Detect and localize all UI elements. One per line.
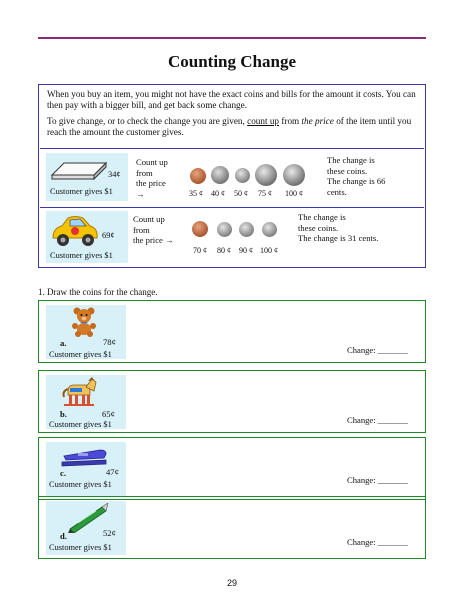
toy-horse-icon	[60, 377, 100, 411]
change-answer-field[interactable]: Change: _______	[347, 345, 408, 355]
example-1-price: 34¢	[108, 170, 121, 179]
coin-label: 75 ¢	[258, 189, 272, 198]
intro-text: To give change, or to check the change you are given,	[47, 116, 248, 126]
coin-label: 50 ¢	[234, 189, 248, 198]
example-1	[40, 148, 424, 208]
page-number: 29	[226, 578, 237, 588]
problem-customer: Customer gives $1	[49, 420, 112, 429]
problem-label: a.	[60, 338, 67, 348]
intro-paragraph-1: When you buy an item, you might not have the exact coins and bills for the amount it costs. You can then pay with a bigger bill, and get back some change.	[47, 89, 416, 111]
coin-label: 70 ¢	[193, 246, 207, 255]
problem-customer: Customer gives $1	[49, 480, 112, 489]
change-answer-field[interactable]: Change: _______	[347, 475, 408, 485]
toy-car-icon	[50, 214, 100, 248]
dime-icon	[262, 222, 277, 237]
problem-d	[38, 496, 426, 559]
problem-price: 47¢	[106, 467, 119, 477]
example-2-price: 69¢	[102, 231, 115, 240]
dime-icon	[217, 222, 232, 237]
change-answer-field[interactable]: Change: _______	[347, 415, 408, 425]
quarter-icon	[255, 164, 277, 186]
example-1-customer: Customer gives $1	[50, 187, 113, 196]
coin-label: 100 ¢	[260, 246, 278, 255]
nickel-icon	[211, 166, 229, 184]
price-emphasis: the price	[301, 116, 334, 126]
penny-icon	[190, 168, 206, 184]
example-2-customer: Customer gives $1	[50, 251, 113, 260]
question-1: 1. Draw the coins for the change.	[38, 287, 158, 297]
problem-c	[38, 437, 426, 500]
coin-label: 90 ¢	[239, 246, 253, 255]
example-1-image-box	[46, 153, 128, 201]
problem-a	[38, 300, 426, 363]
count-up-emphasis: count up	[247, 116, 280, 126]
problem-customer: Customer gives $1	[49, 350, 112, 359]
example-2	[40, 207, 424, 268]
coin-label: 100 ¢	[285, 189, 303, 198]
page-title: Counting Change	[167, 52, 296, 71]
top-divider	[38, 37, 426, 39]
intro-text: from	[279, 116, 302, 126]
penny-icon	[192, 221, 208, 237]
intro-box	[38, 84, 426, 268]
coin-label: 35 ¢	[189, 189, 203, 198]
problem-label: b.	[60, 409, 67, 419]
stapler-icon	[60, 446, 110, 468]
example-2-image-box	[46, 211, 128, 263]
problem-price: 65¢	[102, 409, 115, 419]
eraser-icon	[50, 159, 108, 181]
problem-b	[38, 370, 426, 433]
teddy-bear-icon	[68, 307, 100, 337]
intro-paragraph-2	[47, 116, 419, 139]
example-1-change-text: The change is these coins. The change is 66 cents.	[327, 155, 386, 197]
dime-icon	[239, 222, 254, 237]
change-answer-field[interactable]: Change: _______	[347, 537, 408, 547]
coin-label: 80 ¢	[217, 246, 231, 255]
problem-price: 52¢	[103, 528, 116, 538]
coin-label: 40 ¢	[211, 189, 225, 198]
example-2-count-up: Count up from the price →	[133, 214, 174, 245]
example-2-change-text: The change is these coins. The change is 31 cents.	[298, 212, 379, 243]
dime-icon	[235, 168, 250, 183]
problem-price: 78¢	[103, 337, 116, 347]
intro-text: of the item until you reach the amount the customer gives.	[47, 116, 412, 138]
problem-label: c.	[60, 468, 66, 478]
problem-label: d.	[60, 531, 67, 541]
quarter-icon	[283, 164, 305, 186]
example-1-count-up: Count up from the price →	[136, 157, 168, 199]
problem-customer: Customer gives $1	[49, 543, 112, 552]
